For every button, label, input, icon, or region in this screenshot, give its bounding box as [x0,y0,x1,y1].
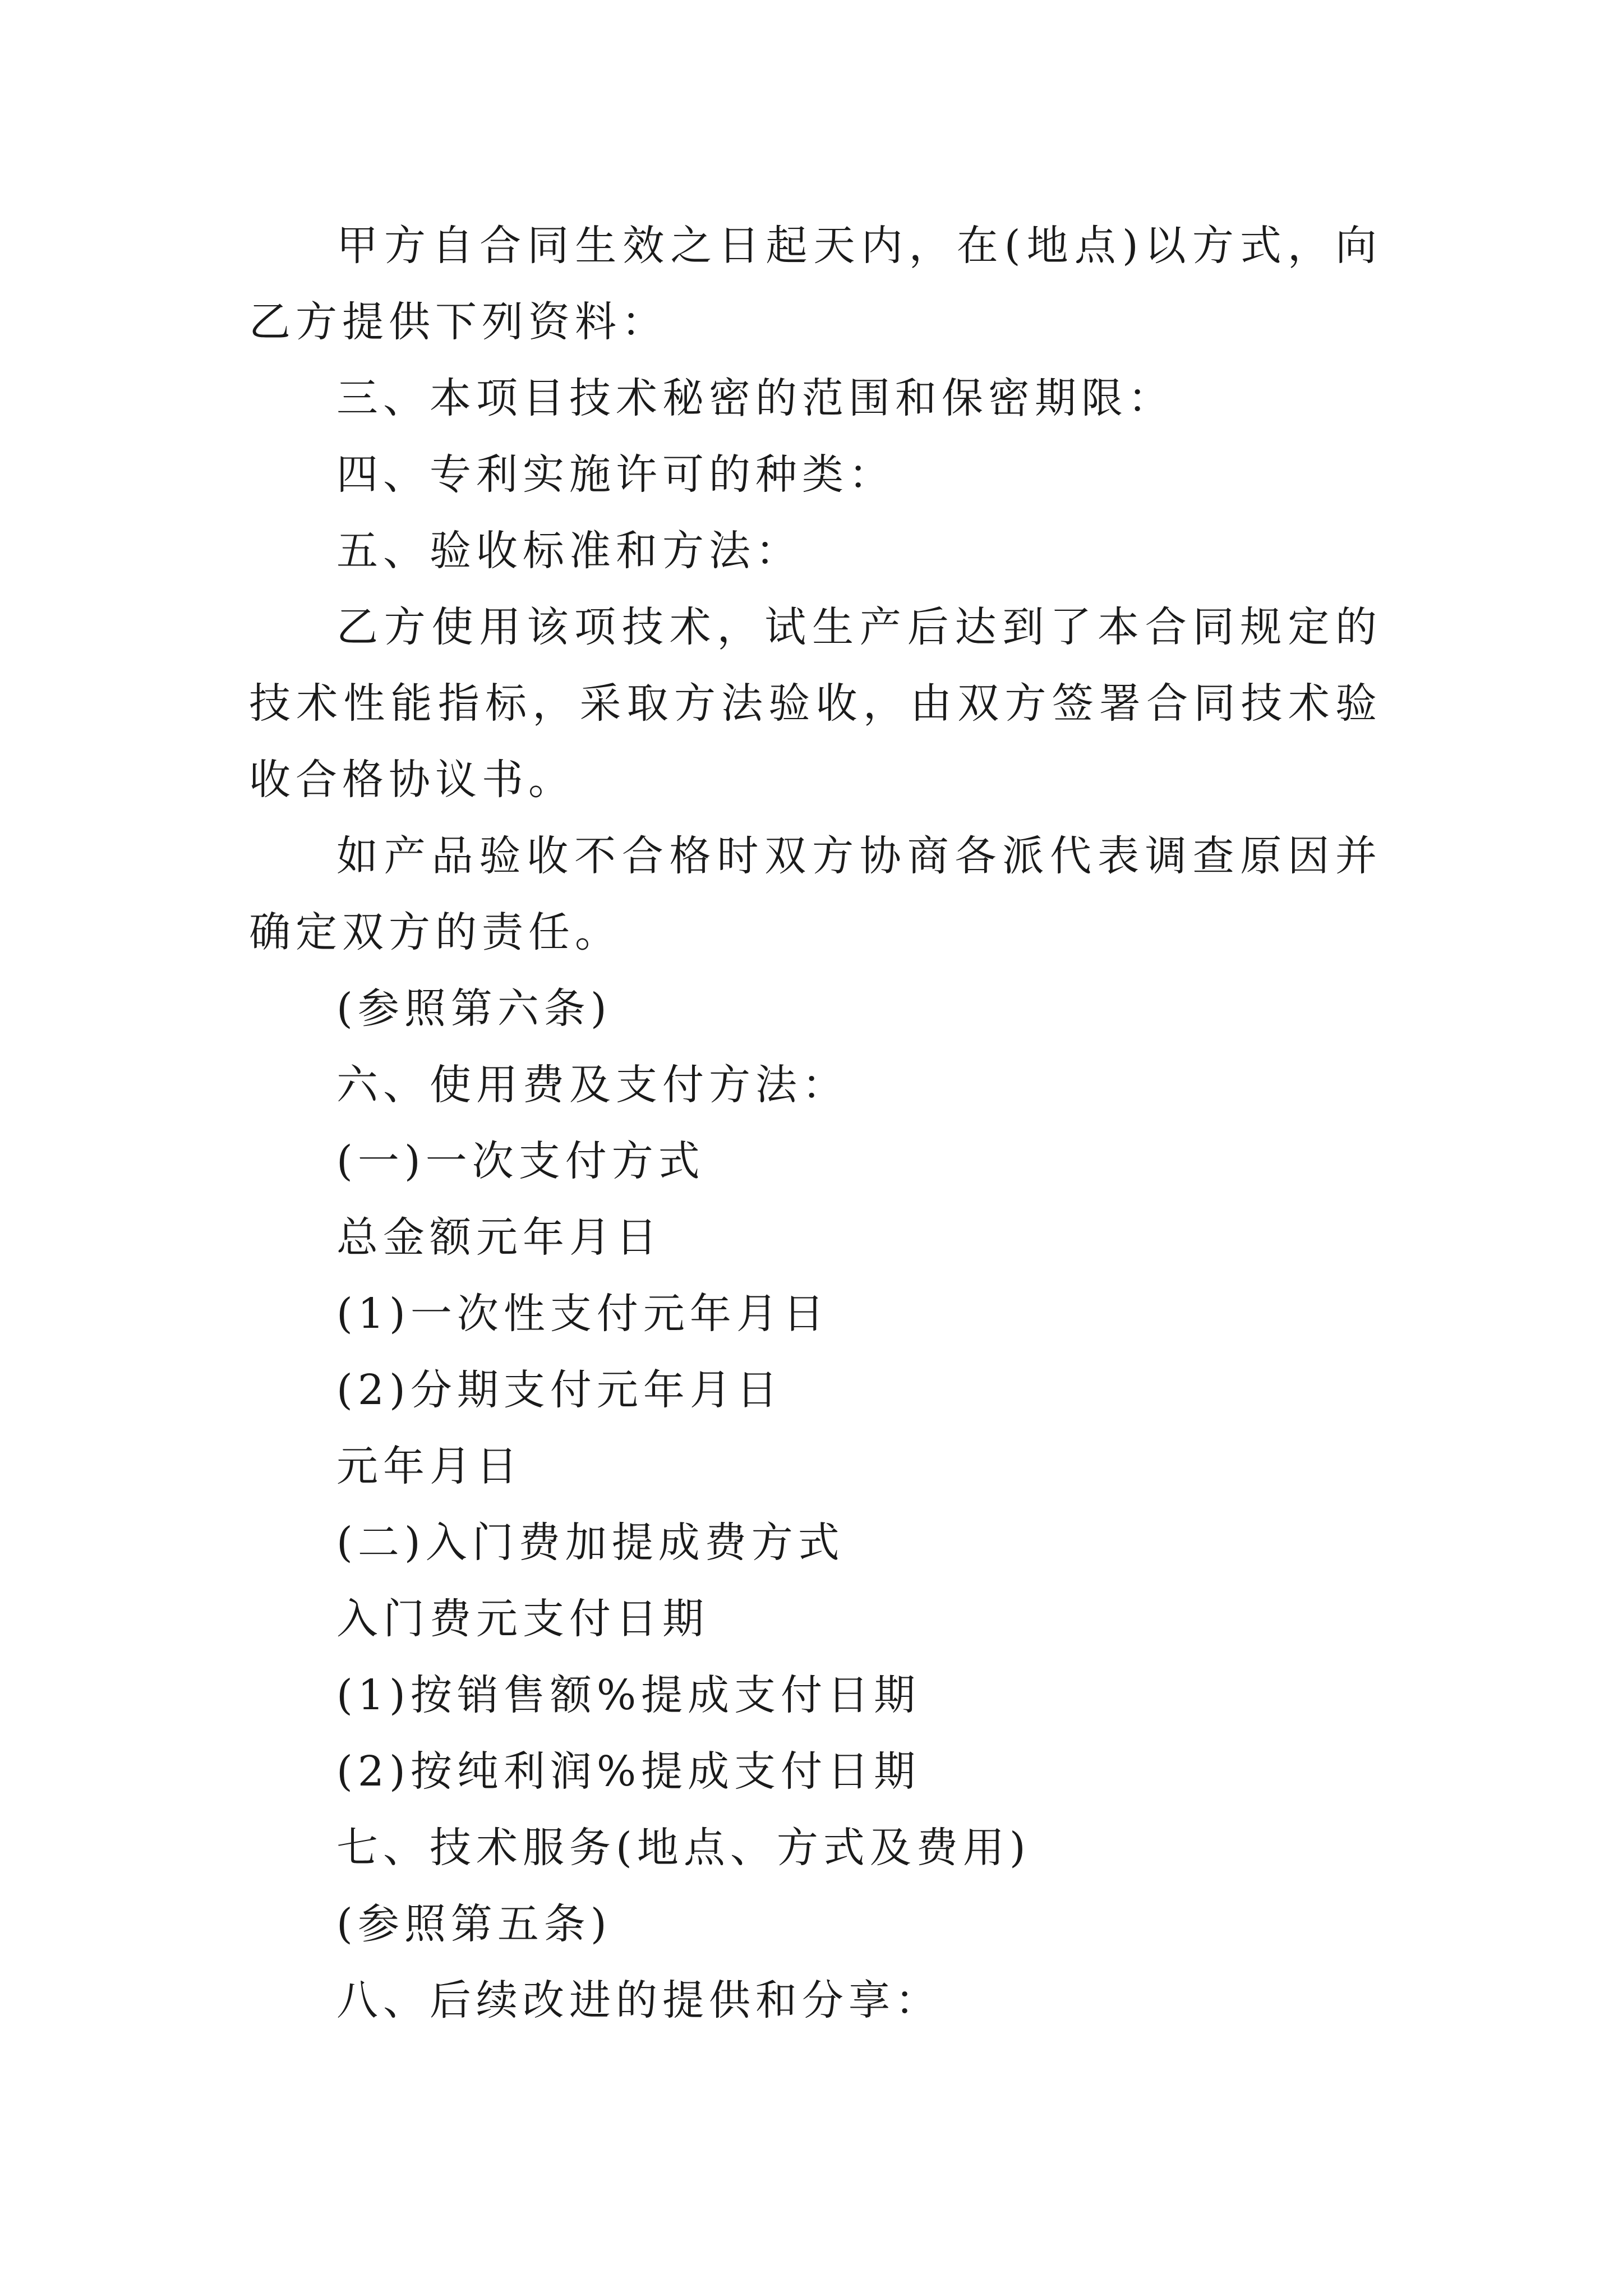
heading-section-4-license-type: 四、专利实施许可的种类： [336,450,895,499]
paragraph-acceptance-failure: 如产品验收不合格时双方协商各派代表调查原因并确定双方的责任。 [249,832,1382,956]
line-entry-fee: 入门费元支付日期 [336,1595,709,1643]
heading-section-6-fees: 六、使用费及支付方法： [336,1061,849,1109]
note-refer-article-6: (参照第六条) [336,984,612,1033]
paragraph-acceptance-method: 乙方使用该项技术，试生产后达到了本合同规定的技术性能指标，采取方法验收，由双方签署合同技术验收合格协议书。 [249,603,1382,804]
line-one-time-payment: (1)一次性支付元年月日 [336,1290,829,1338]
subheading-entry-fee-royalty: (二)入门费加提成费方式 [336,1519,845,1567]
heading-section-8-improvements: 八、后续改进的提供和分享： [336,1976,942,2024]
heading-section-5-acceptance: 五、验收标准和方法： [336,527,802,575]
line-installment-payment: (2)分期支付元年月日 [336,1366,783,1414]
subheading-lump-sum-payment: (一)一次支付方式 [336,1137,705,1185]
line-sales-royalty: (1)按销售额%提成支付日期 [336,1671,921,1719]
heading-section-7-technical-service: 七、技术服务(地点、方式及费用) [336,1824,1031,1872]
document-body [249,208,1382,2039]
paragraph-materials-provision: 甲方自合同生效之日起天内，在(地点)以方式，向乙方提供下列资料： [249,222,1382,346]
line-profit-royalty: (2)按纯利润%提成支付日期 [336,1747,921,1796]
line-installment-date: 元年月日 [336,1442,523,1490]
heading-section-3-trade-secret-scope: 三、本项目技术秘密的范围和保密期限： [336,374,1174,422]
line-total-amount: 总金额元年月日 [336,1213,662,1262]
note-refer-article-5: (参照第五条) [336,1900,612,1948]
